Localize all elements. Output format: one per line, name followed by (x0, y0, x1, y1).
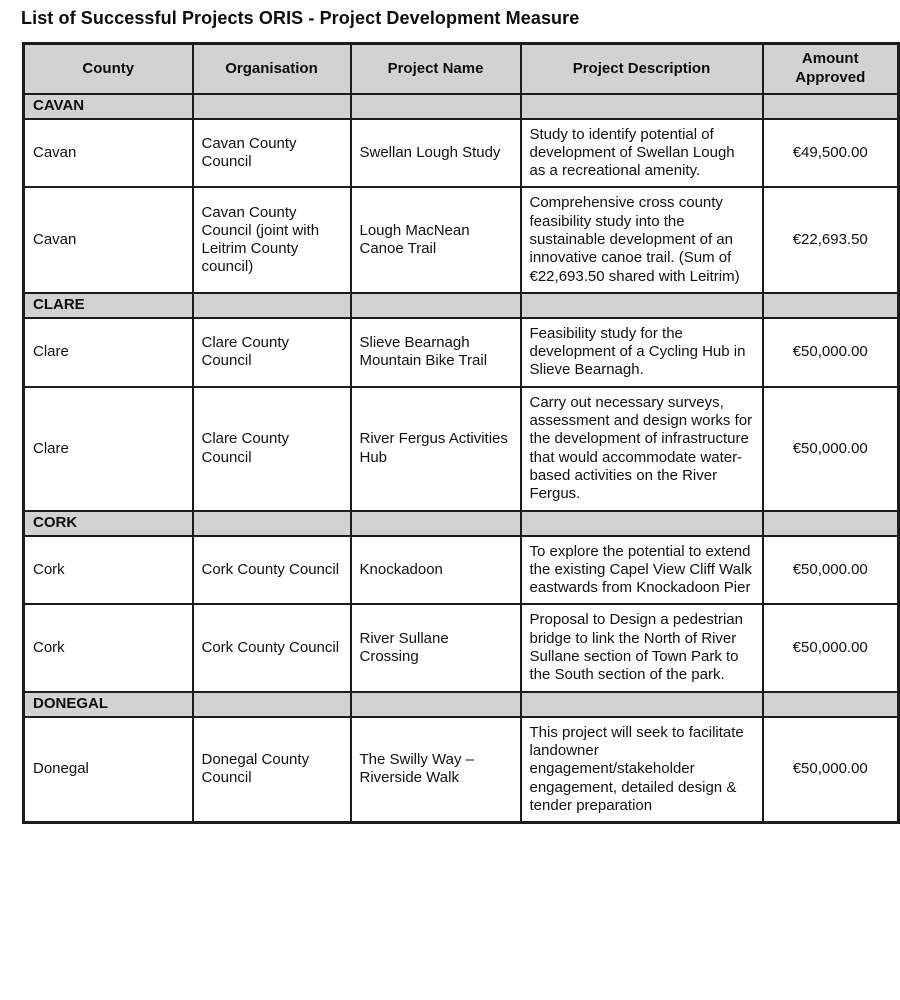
section-header-row (24, 94, 899, 119)
table-row (24, 536, 899, 605)
section-empty-cell (351, 94, 521, 119)
organisation-cell: Cork County Council (193, 536, 351, 605)
county-cell: Clare (24, 318, 193, 387)
section-label: CLARE (24, 293, 193, 318)
column-header-project-name: Project Name (351, 44, 521, 94)
project-name-cell: Lough MacNean Canoe Trail (351, 187, 521, 292)
section-empty-cell (193, 692, 351, 717)
county-cell: Cork (24, 604, 193, 691)
section-header-row (24, 692, 899, 717)
project-name-cell: River Sullane Crossing (351, 604, 521, 691)
table-row (24, 187, 899, 292)
organisation-cell: Clare County Council (193, 318, 351, 387)
amount-approved-cell: €50,000.00 (763, 318, 899, 387)
project-name-cell: Swellan Lough Study (351, 119, 521, 188)
column-header-organisation: Organisation (193, 44, 351, 94)
amount-approved-cell: €50,000.00 (763, 717, 899, 823)
organisation-cell: Donegal County Council (193, 717, 351, 823)
amount-approved-cell: €50,000.00 (763, 536, 899, 605)
section-empty-cell (521, 94, 763, 119)
project-name-cell: The Swilly Way – Riverside Walk (351, 717, 521, 823)
table-row (24, 604, 899, 691)
section-label: CAVAN (24, 94, 193, 119)
section-header-row (24, 511, 899, 536)
table-row (24, 318, 899, 387)
table-header-row (24, 44, 899, 94)
county-cell: Cavan (24, 187, 193, 292)
section-empty-cell (521, 511, 763, 536)
project-description-cell: To explore the potential to extend the existing Capel View Cliff Walk eastwards from Knockadoon Pier (521, 536, 763, 605)
county-cell: Cavan (24, 119, 193, 188)
section-empty-cell (351, 692, 521, 717)
project-description-cell: Feasibility study for the development of a Cycling Hub in Slieve Bearnagh. (521, 318, 763, 387)
table-row (24, 119, 899, 188)
amount-approved-cell: €22,693.50 (763, 187, 899, 292)
column-header-amount-approved: Amount Approved (763, 44, 899, 94)
county-cell: Cork (24, 536, 193, 605)
project-description-cell: Study to identify potential of development of Swellan Lough as a recreational amenity. (521, 119, 763, 188)
table-row (24, 387, 899, 511)
section-empty-cell (351, 511, 521, 536)
organisation-cell: Cavan County Council (joint with Leitrim County council) (193, 187, 351, 292)
organisation-cell: Cavan County Council (193, 119, 351, 188)
section-empty-cell (763, 293, 899, 318)
project-description-cell: This project will seek to facilitate landowner engagement/stakeholder engagement, detailed design & tender preparation (521, 717, 763, 823)
section-empty-cell (521, 692, 763, 717)
column-header-county: County (24, 44, 193, 94)
organisation-cell: Cork County Council (193, 604, 351, 691)
section-empty-cell (193, 511, 351, 536)
column-header-project-description: Project Description (521, 44, 763, 94)
section-empty-cell (521, 293, 763, 318)
project-name-cell: River Fergus Activities Hub (351, 387, 521, 511)
project-name-cell: Slieve Bearnagh Mountain Bike Trail (351, 318, 521, 387)
section-empty-cell (763, 511, 899, 536)
section-label: DONEGAL (24, 692, 193, 717)
amount-approved-cell: €49,500.00 (763, 119, 899, 188)
section-empty-cell (351, 293, 521, 318)
page-title: List of Successful Projects ORIS - Project Development Measure (21, 8, 580, 28)
amount-approved-cell: €50,000.00 (763, 604, 899, 691)
amount-approved-cell: €50,000.00 (763, 387, 899, 511)
project-description-cell: Carry out necessary surveys, assessment and design works for the development of infrastructure that would accommodate water-based activities on the River Fergus. (521, 387, 763, 511)
project-description-cell: Proposal to Design a pedestrian bridge to link the North of River Sullane section of Town Park to the South section of the park. (521, 604, 763, 691)
table-row (24, 717, 899, 823)
section-label: CORK (24, 511, 193, 536)
section-empty-cell (763, 94, 899, 119)
county-cell: Donegal (24, 717, 193, 823)
county-cell: Clare (24, 387, 193, 511)
section-empty-cell (193, 94, 351, 119)
organisation-cell: Clare County Council (193, 387, 351, 511)
section-empty-cell (763, 692, 899, 717)
project-description-cell: Comprehensive cross county feasibility study into the sustainable development of an innovative canoe trail. (Sum of €22,693.50 shared with Leitrim) (521, 187, 763, 292)
section-empty-cell (193, 293, 351, 318)
project-name-cell: Knockadoon (351, 536, 521, 605)
section-header-row (24, 293, 899, 318)
projects-table (22, 42, 900, 824)
